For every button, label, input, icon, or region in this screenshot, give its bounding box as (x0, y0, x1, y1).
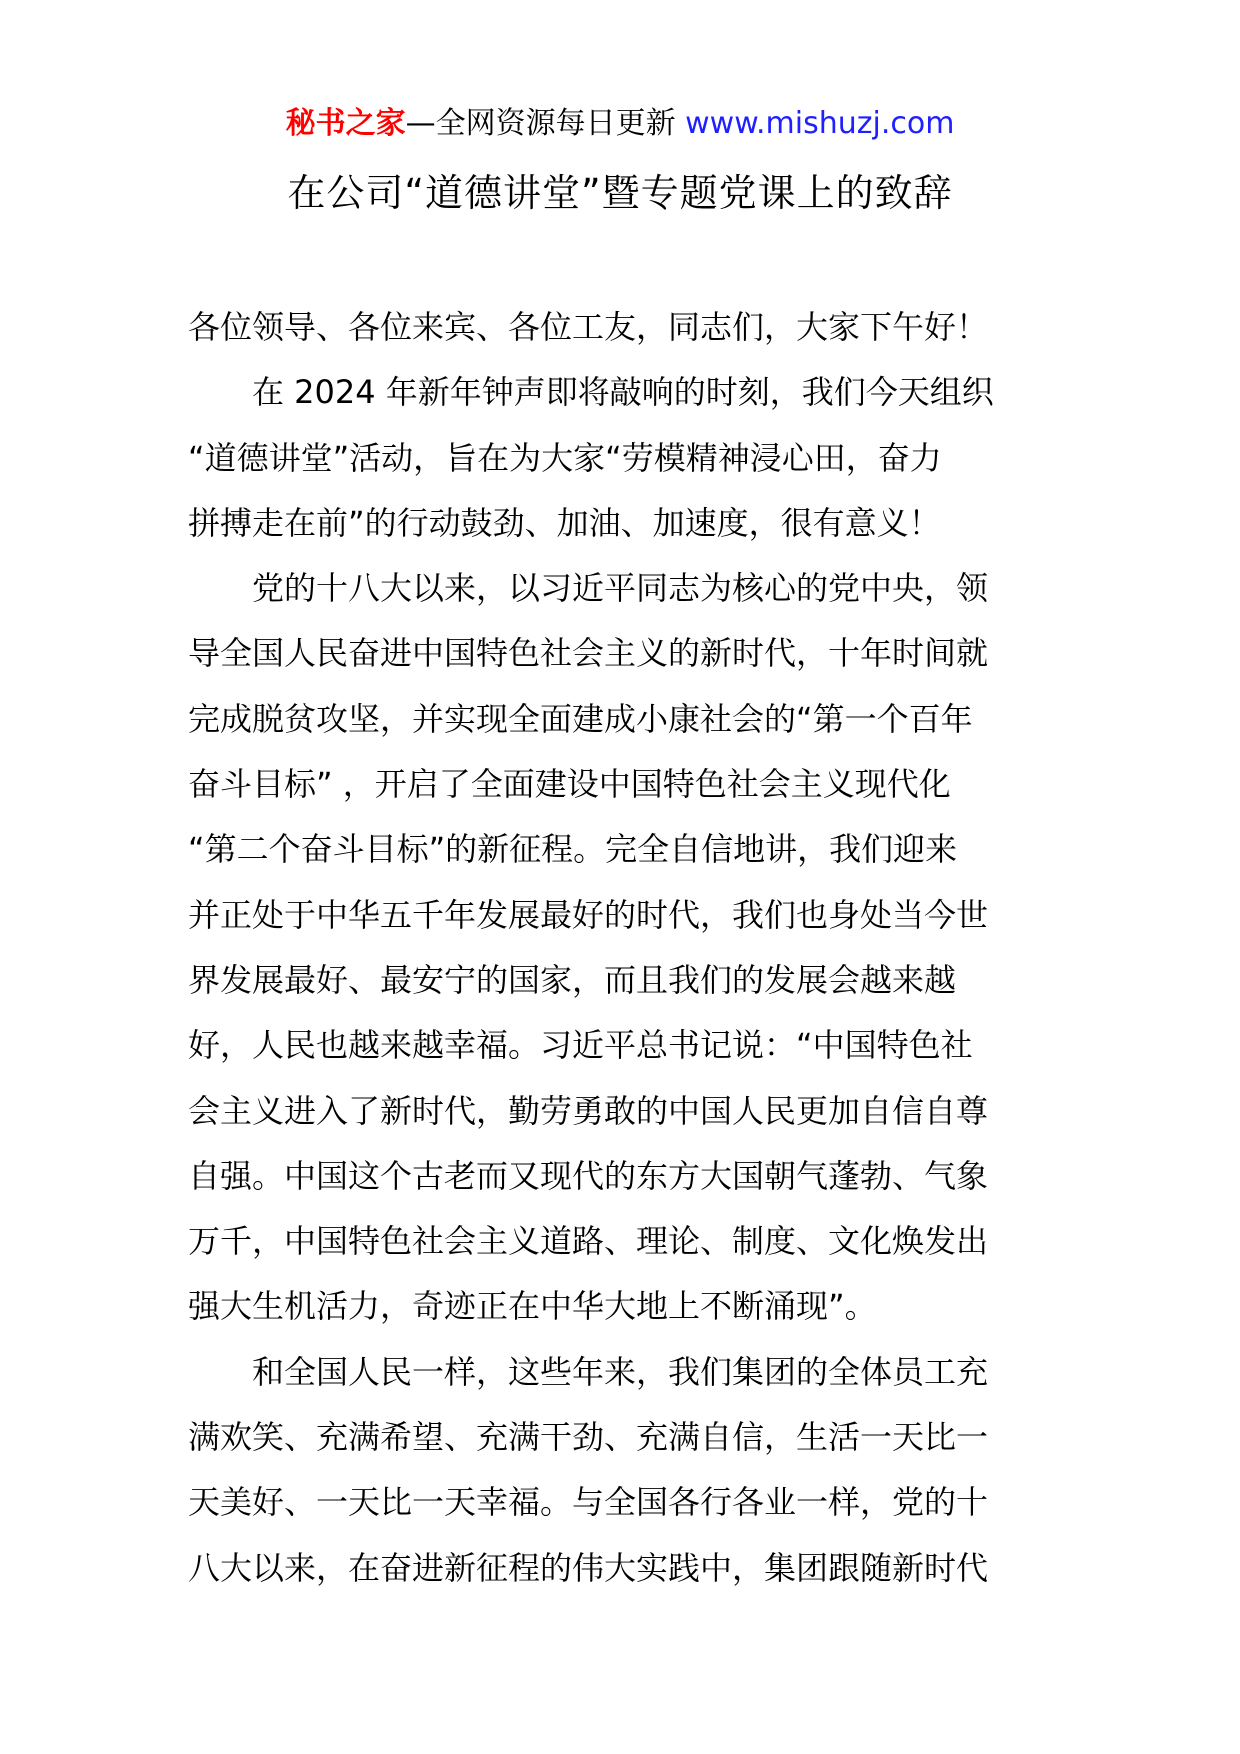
body-line: 天美好、一天比一天幸福。与全国各行各业一样，党的十 (188, 1483, 989, 1522)
body-line: 自强。中国这个古老而又现代的东方大国朝气蓬勃、气象 (188, 1156, 989, 1195)
body-line: 奋斗目标” ，开启了全面建设中国特色社会主义现代化 (188, 765, 951, 804)
body-line: 党的十八大以来，以习近平同志为核心的党中央，领 (252, 569, 989, 608)
body-line: 在 2024 年新年钟声即将敲响的时刻，我们今天组织 (252, 373, 994, 412)
site-tagline: —全网资源每日更新 (405, 106, 676, 141)
body-line: 并正处于中华五千年发展最好的时代，我们也身处当今世 (188, 895, 989, 934)
body-line: 会主义进入了新时代，勤劳勇敢的中国人民更加自信自尊 (188, 1091, 989, 1130)
body-line: 拼搏走在前”的行动鼓劲、加油、加速度，很有意义！ (188, 503, 941, 542)
body-line: 万千，中国特色社会主义道路、理论、制度、文化焕发出 (188, 1222, 989, 1261)
document-title: 在公司“道德讲堂”暨专题党课上的致辞 (287, 171, 953, 215)
body-line: 和全国人民一样，这些年来，我们集团的全体员工充 (252, 1352, 989, 1391)
body-line: 导全国人民奋进中国特色社会主义的新时代，十年时间就 (188, 634, 989, 673)
body-line: “道德讲堂”活动，旨在为大家“劳模精神浸心田，奋力 (188, 438, 942, 477)
body-line: 各位领导、各位来宾、各位工友，同志们，大家下午好！ (188, 308, 989, 346)
body-line: 好，人民也越来越幸福。习近平总书记说：“中国特色社 (188, 1026, 973, 1065)
document-body (188, 295, 1050, 1601)
body-line: 界发展最好、最安宁的国家，而且我们的发展会越来越 (188, 960, 957, 999)
body-line: 强大生机活力，奇迹正在中华大地上不断涌现”。 (188, 1287, 877, 1326)
site-header (0, 102, 1240, 146)
body-line: 完成脱贫攻坚，并实现全面建成小康社会的“第一个百年 (188, 699, 973, 738)
site-brand: 秘书之家 (285, 106, 406, 141)
body-line: 满欢笑、充满希望、充满干劲、充满自信，生活一天比一 (188, 1418, 989, 1457)
site-url-link[interactable]: www.mishuzj.com (685, 106, 955, 141)
body-line: “第二个奋斗目标”的新征程。完全自信地讲，我们迎来 (188, 830, 958, 869)
body-line: 八大以来，在奋进新征程的伟大实践中，集团跟随新时代 (188, 1548, 989, 1587)
